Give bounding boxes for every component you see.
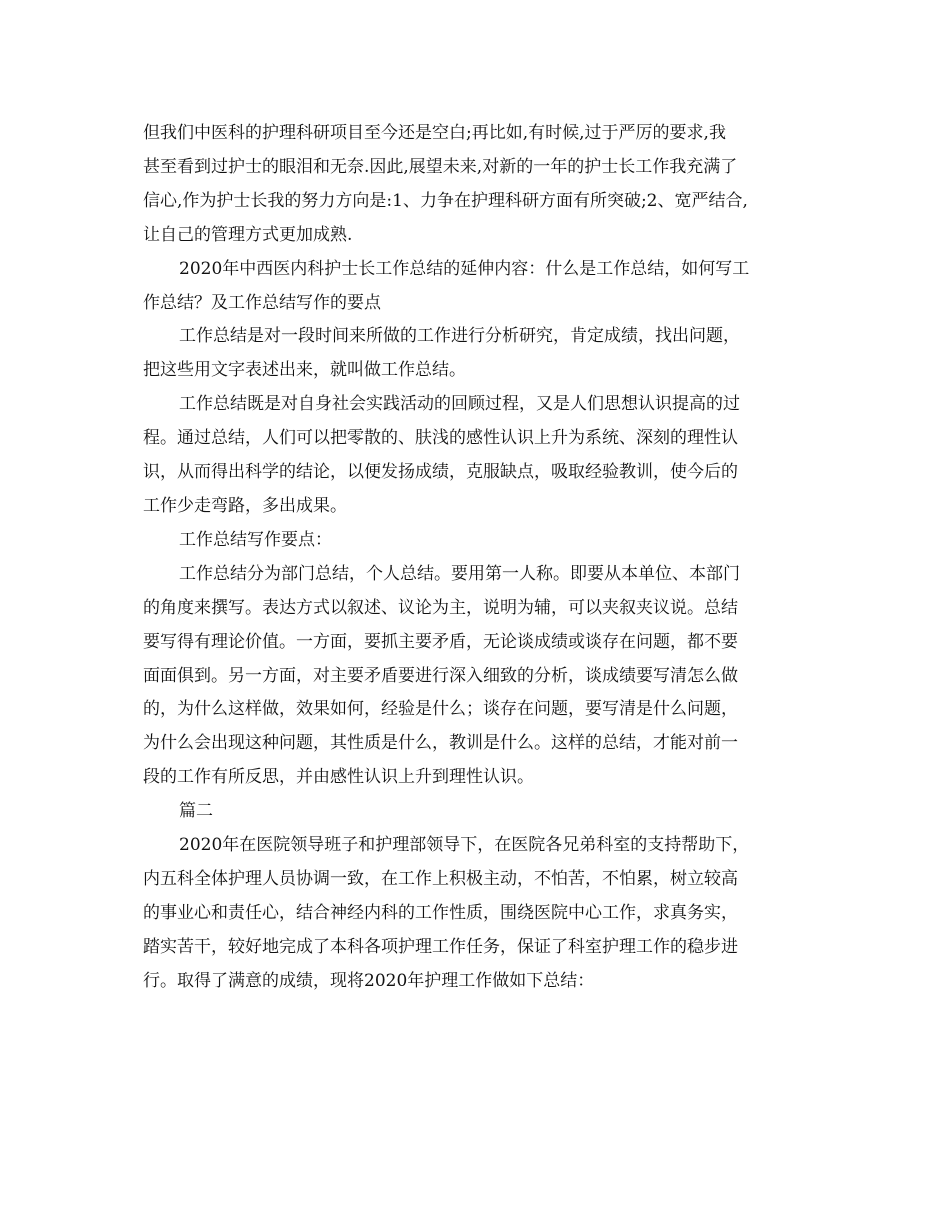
text-line: 的角度来撰写。表达方式以叙述、议论为主，说明为辅，可以夹叙夹议说。总结 — [143, 597, 738, 618]
text-line: 内五科全体护理人员协调一致，在工作上积极主动，不怕苦，不怕累，树立较高 — [143, 868, 738, 889]
text-line: 的事业心和责任心，结合神经内科的工作性质，围绕医院中心工作，求真务实， — [143, 902, 738, 923]
text-line: 信心,作为护士长我的努力方向是:1、力争在护理科研方面有所突破;2、宽严结合, — [143, 190, 748, 211]
text-line: 段的工作有所反思，并由感性认识上升到理性认识。 — [143, 767, 534, 788]
text-line: 面面俱到。另一方面，对主要矛盾要进行深入细致的分析，谈成绩要写清怎么做 — [143, 665, 738, 686]
text-line: 行。取得了满意的成绩，现将2020年护理工作做如下总结： — [143, 970, 595, 991]
section-heading: 篇二 — [179, 801, 213, 822]
text-line: 工作总结既是对自身社会实践活动的回顾过程，又是人们思想认识提高的过 — [179, 394, 740, 415]
text-line: 工作少走弯路，多出成果。 — [143, 495, 347, 516]
text-line: 但我们中医科的护理科研项目至今还是空白;再比如,有时候,过于严厉的要求,我 — [143, 123, 726, 143]
document-body — [143, 118, 823, 1000]
text-line: 要写得有理论价值。一方面，要抓主要矛盾，无论谈成绩或谈存在问题，都不要 — [143, 631, 738, 652]
text-line: 作总结？及工作总结写作的要点 — [143, 292, 381, 313]
text-line: 2020年在医院领导班子和护理部领导下，在医院各兄弟科室的支持帮助下， — [179, 835, 750, 856]
text-line: 为什么会出现这种问题，其性质是什么，教训是什么。这样的总结，才能对前一 — [143, 733, 738, 754]
text-line: 2020年中西医内科护士长工作总结的延伸内容：什么是工作总结，如何写工 — [179, 258, 750, 279]
text-line: 工作总结是对一段时间来所做的工作进行分析研究，肯定成绩，找出问题， — [179, 326, 740, 347]
text-line: 工作总结分为部门总结，个人总结。要用第一人称。即要从本单位、本部门 — [179, 563, 740, 584]
text-line: 让自己的管理方式更加成熟. — [143, 224, 353, 245]
text-line: 识，从而得出科学的结论，以便发扬成绩，克服缺点，吸取经验教训，使今后的 — [143, 462, 738, 483]
text-line: 工作总结写作要点： — [179, 529, 332, 550]
text-line: 把这些用文字表述出来，就叫做工作总结。 — [143, 360, 466, 381]
text-line: 甚至看到过护士的眼泪和无奈.因此,展望未来,对新的一年的护士长工作我充满了 — [143, 156, 738, 177]
text-line: 踏实苦干，较好地完成了本科各项护理工作任务，保证了科室护理工作的稳步进 — [143, 936, 738, 957]
text-line: 的，为什么这样做，效果如何，经验是什么；谈存在问题，要写清是什么问题， — [143, 699, 738, 720]
text-line: 程。通过总结，人们可以把零散的、肤浅的感性认识上升为系统、深刻的理性认 — [143, 428, 738, 449]
